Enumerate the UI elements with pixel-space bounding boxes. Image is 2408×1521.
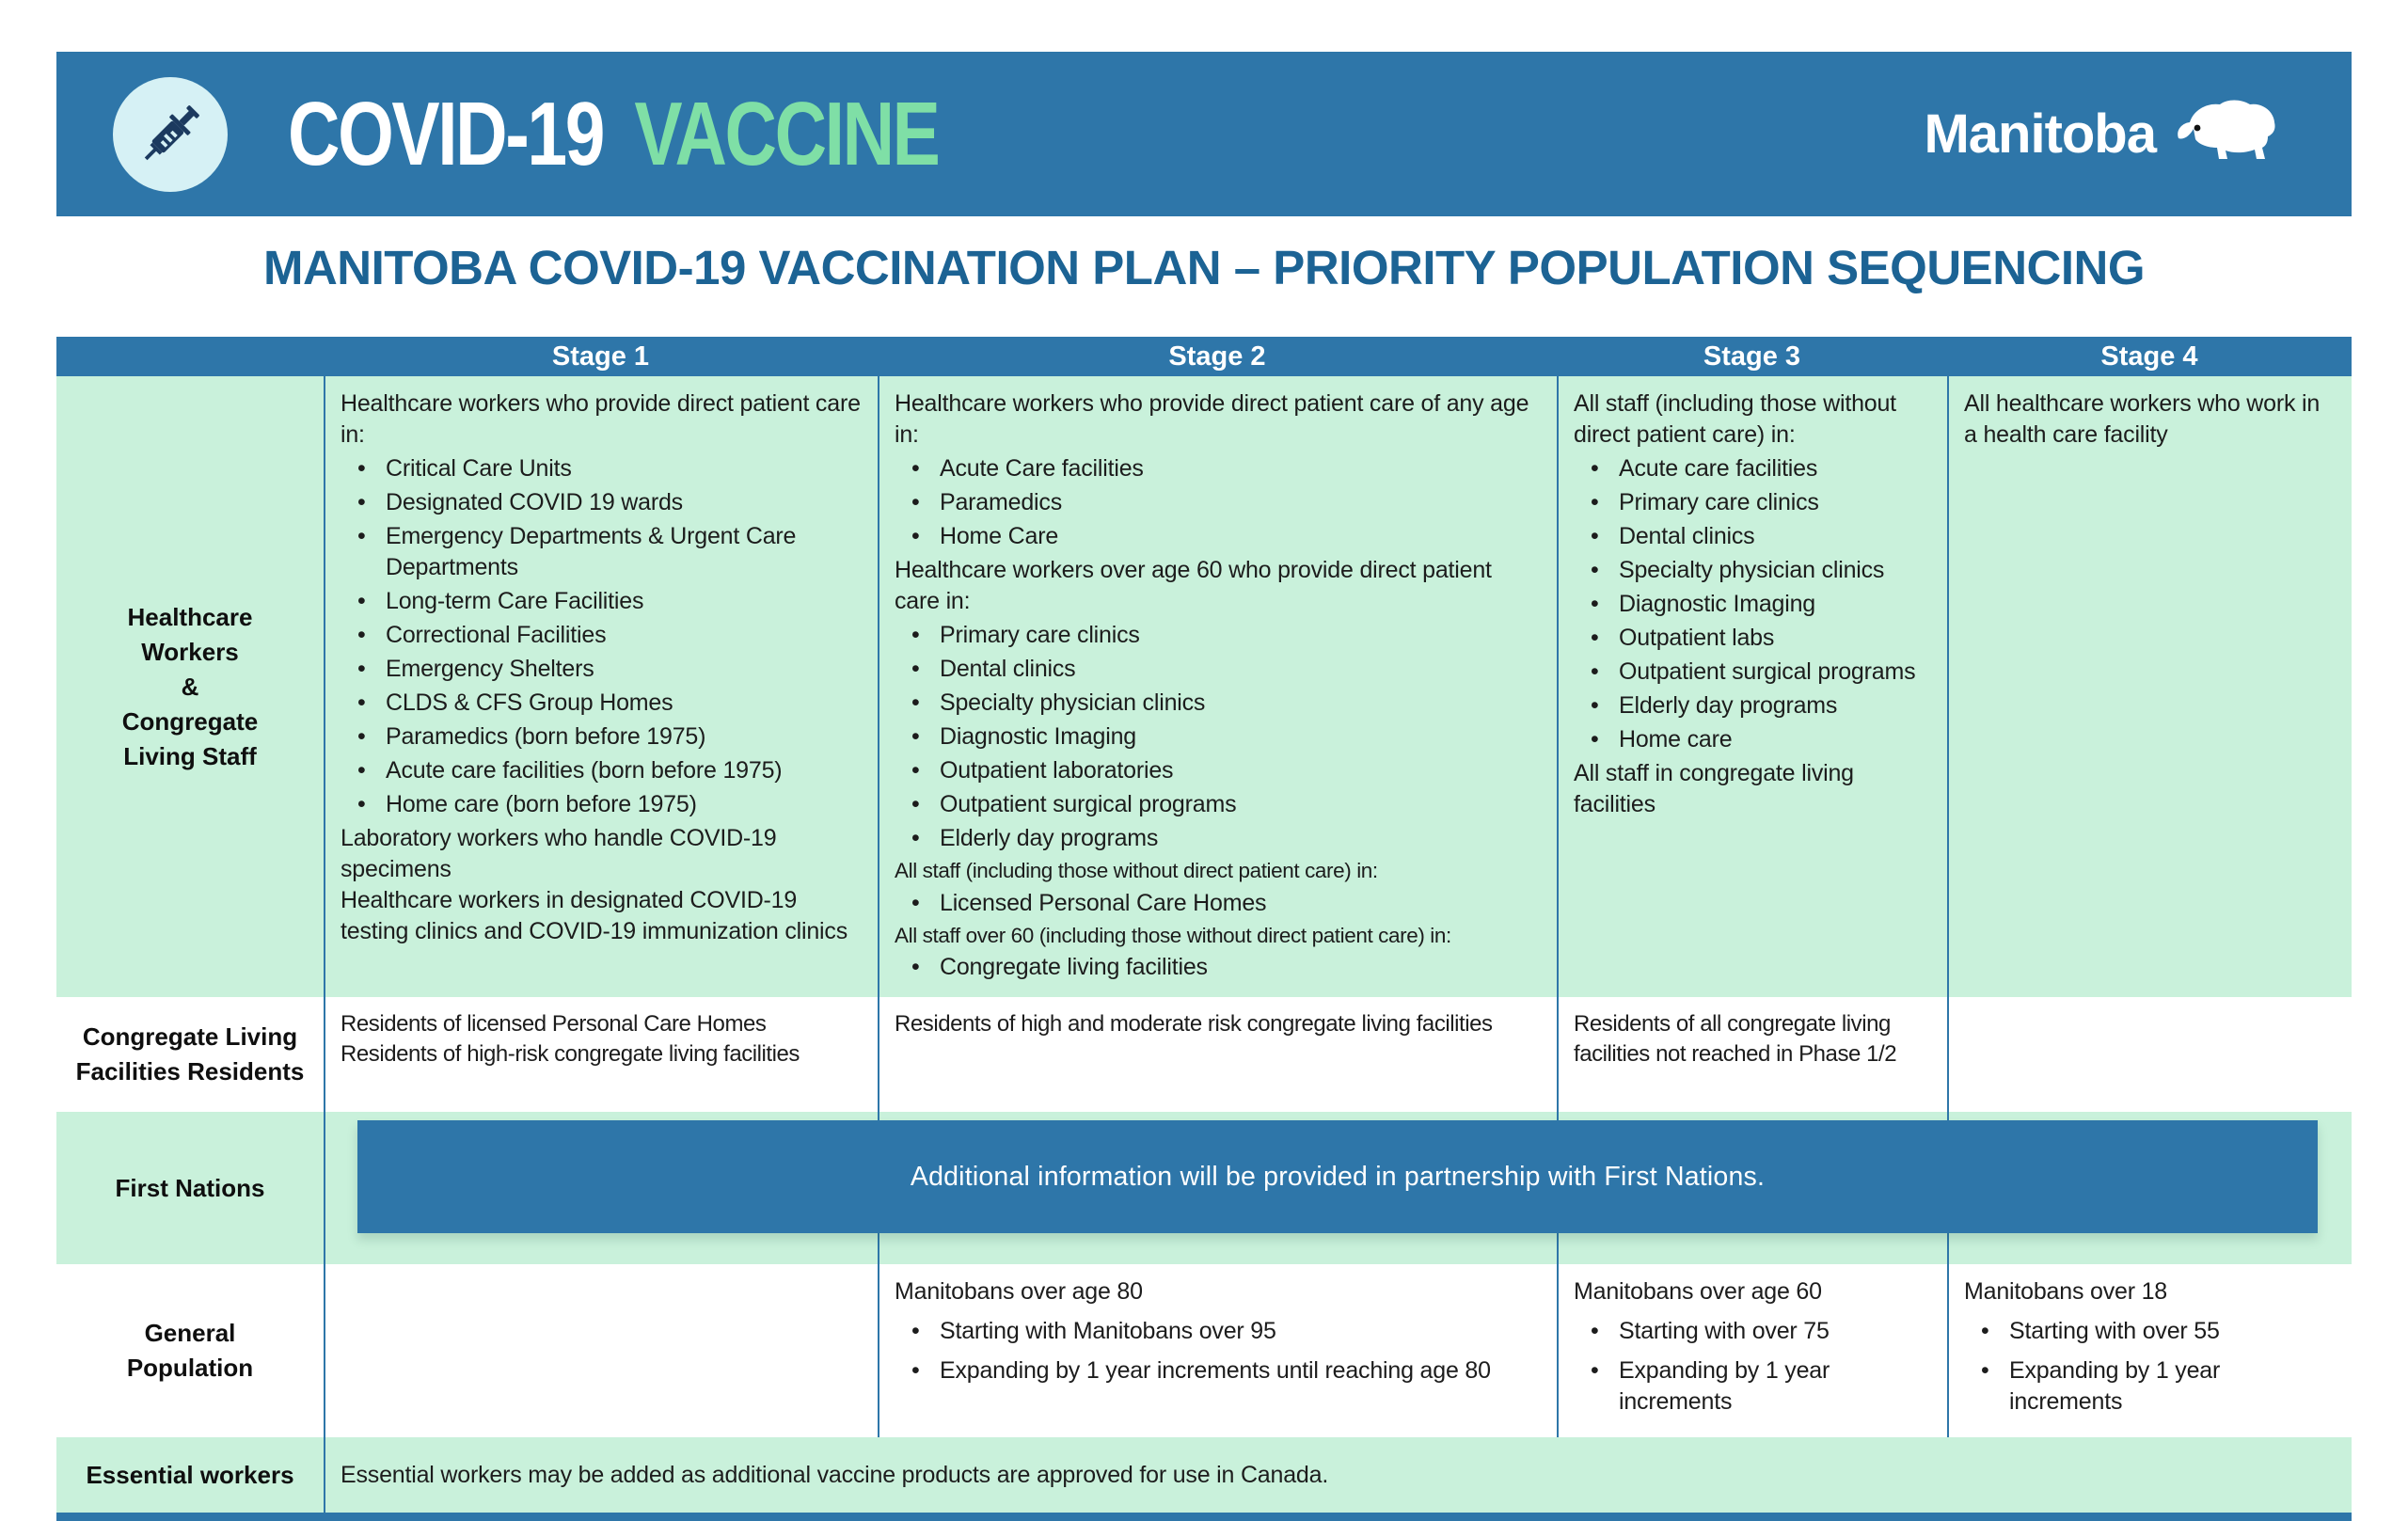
bullet-list xyxy=(341,453,861,820)
text-line: All healthcare workers who work in a health care facility xyxy=(1964,390,2321,448)
cell-general-stage2 xyxy=(878,1264,1557,1437)
label-line: Living Staff xyxy=(123,741,257,770)
text-line: Essential workers may be added as additional vaccine products are approved for use in Canada. xyxy=(341,1462,1329,1489)
table-header-row xyxy=(56,337,2352,376)
bullet-item: • Starting with Manitobans over 95 xyxy=(895,1316,1540,1347)
cell-healthcare-stage1 xyxy=(324,376,878,997)
bullet-item: • Diagnostic Imaging xyxy=(1574,589,1930,620)
bullet-item: • Dental clinics xyxy=(1574,521,1930,552)
text-line: Healthcare workers over age 60 who provide direct patient care in: xyxy=(895,557,1492,614)
text-line: Manitobans over age 80 xyxy=(895,1278,1143,1306)
table-row-general-population xyxy=(56,1264,2352,1437)
bullet-list xyxy=(895,453,1540,552)
bullet-item: • Home Care xyxy=(895,521,1540,552)
row-label-first-nations xyxy=(56,1112,324,1264)
bison-logo-icon xyxy=(2169,97,2286,172)
bullet-item: • Elderly day programs xyxy=(1574,690,1930,721)
label-line: Congregate xyxy=(121,706,259,736)
cell-healthcare-stage3 xyxy=(1557,376,1947,997)
table-row-first-nations xyxy=(56,1112,2352,1264)
bullet-item: • Paramedics (born before 1975) xyxy=(341,721,861,753)
bullet-item: • Congregate living facilities xyxy=(895,952,1540,983)
cell-general-stage4 xyxy=(1947,1264,2352,1437)
bullet-item: • Emergency Departments & Urgent Care Departments xyxy=(341,521,861,583)
label-line: Workers xyxy=(141,637,239,666)
bullet-list xyxy=(895,888,1540,919)
label-line: Population xyxy=(126,1354,254,1383)
bullet-item: • Home care (born before 1975) xyxy=(341,789,861,820)
stage-header-1: Stage 1 xyxy=(551,341,650,372)
text-line: Residents of all congregate living facilities not reached in Phase 1/2 xyxy=(1574,1011,1897,1068)
cell-general-stage1 xyxy=(324,1264,878,1437)
bullet-item: • Acute care facilities (born before 1975) xyxy=(341,755,861,786)
bullet-item: • Long-term Care Facilities xyxy=(341,586,861,617)
cell-residents-stage1 xyxy=(324,997,878,1112)
bullet-item: • Dental clinics xyxy=(895,654,1540,685)
stage-header-2: Stage 2 xyxy=(1168,341,1266,372)
bullet-item: • Home care xyxy=(1574,724,1930,755)
bullet-item: • Licensed Personal Care Homes xyxy=(895,888,1540,919)
table-row-congregate-residents xyxy=(56,997,2352,1112)
bullet-item: • Starting with over 55 xyxy=(1964,1316,2335,1347)
text-line: Residents of licensed Personal Care Homes xyxy=(341,1011,767,1038)
label-line: General xyxy=(144,1319,236,1348)
bullet-item: • Paramedics xyxy=(895,487,1540,518)
text-line: Healthcare workers who provide direct patient care in: xyxy=(341,390,861,448)
bullet-item: • Outpatient surgical programs xyxy=(1574,657,1930,688)
cell-residents-stage4 xyxy=(1947,997,2352,1112)
label-line: Facilities Residents xyxy=(75,1057,305,1086)
bullet-item: • Correctional Facilities xyxy=(341,620,861,651)
text-line: Laboratory workers who handle COVID-19 specimens xyxy=(341,825,777,882)
cell-healthcare-stage2 xyxy=(878,376,1557,997)
first-nations-banner-text: Additional information will be provided in partnership with First Nations. xyxy=(910,1161,1766,1192)
bullet-list xyxy=(1574,453,1930,755)
wordmark-covid: COVID-19 xyxy=(288,83,604,184)
bullet-item: • Outpatient labs xyxy=(1574,623,1930,654)
row-label-healthcare-workers xyxy=(56,376,324,997)
bullet-item: • CLDS & CFS Group Homes xyxy=(341,688,861,719)
text-line: Healthcare workers in designated COVID-19 testing clinics and COVID-19 immunization clinics xyxy=(341,887,848,944)
bullet-list xyxy=(1574,1316,1930,1418)
bullet-item: • Designated COVID 19 wards xyxy=(341,487,861,518)
table-row-essential-workers xyxy=(56,1437,2352,1513)
bullet-item: • Starting with over 75 xyxy=(1574,1316,1930,1347)
text-line: Residents of high and moderate risk congregate living facilities xyxy=(895,1011,1493,1038)
label-line: First Nations xyxy=(115,1173,265,1202)
text-line: All staff (including those without direct patient care) in: xyxy=(895,859,1378,882)
cell-residents-stage3 xyxy=(1557,997,1947,1112)
syringe-icon-circle xyxy=(113,77,228,192)
cell-healthcare-stage4 xyxy=(1947,376,2352,997)
bullet-list xyxy=(895,952,1540,983)
stage-header-3: Stage 3 xyxy=(1703,341,1801,372)
text-line: Healthcare workers who provide direct patient care of any age in: xyxy=(895,390,1529,448)
manitoba-logo-text: Manitoba xyxy=(1924,103,2156,165)
text-line: All staff over 60 (including those without direct patient care) in: xyxy=(895,923,1451,947)
row-label-essential-workers xyxy=(56,1437,324,1513)
row-label-general-population xyxy=(56,1264,324,1437)
bullet-item: • Acute care facilities xyxy=(1574,453,1930,484)
bullet-item: • Outpatient laboratories xyxy=(895,755,1540,786)
bullet-item: • Diagnostic Imaging xyxy=(895,721,1540,753)
bullet-item: • Acute Care facilities xyxy=(895,453,1540,484)
bullet-item: • Expanding by 1 year increments xyxy=(1574,1355,1930,1418)
bullet-item: • Expanding by 1 year increments xyxy=(1964,1355,2335,1418)
bullet-item: • Critical Care Units xyxy=(341,453,861,484)
label-line: Healthcare xyxy=(127,602,253,631)
label-line: Congregate Living xyxy=(82,1022,298,1052)
bullet-item: • Primary care clinics xyxy=(1574,487,1930,518)
table-row-healthcare-workers xyxy=(56,376,2352,997)
syringe-icon xyxy=(134,98,207,171)
first-nations-banner xyxy=(357,1120,2318,1233)
label-line: Essential workers xyxy=(86,1460,294,1489)
bullet-list xyxy=(1964,1316,2335,1418)
bullet-item: • Elderly day programs xyxy=(895,823,1540,854)
row-label-congregate-residents xyxy=(56,997,324,1112)
text-line: All staff in congregate living facilities xyxy=(1574,760,1854,817)
text-line: Manitobans over age 60 xyxy=(1574,1278,1822,1306)
bullet-item: • Expanding by 1 year increments until reaching age 80 xyxy=(895,1355,1540,1386)
covid-vaccine-wordmark xyxy=(288,83,939,186)
text-line: All staff (including those without direct patient care) in: xyxy=(1574,390,1896,448)
text-line: Residents of high-risk congregate living facilities xyxy=(341,1041,800,1068)
bullet-item: • Emergency Shelters xyxy=(341,654,861,685)
bullet-item: • Specialty physician clinics xyxy=(1574,555,1930,586)
stage-header-4: Stage 4 xyxy=(2100,341,2198,372)
bullet-list xyxy=(895,1316,1540,1386)
page-title: MANITOBA COVID-19 VACCINATION PLAN – PRIORITY POPULATION SEQUENCING xyxy=(262,241,2146,294)
manitoba-logo xyxy=(1924,97,2286,172)
bullet-item: • Specialty physician clinics xyxy=(895,688,1540,719)
bullet-list xyxy=(895,620,1540,854)
cell-essential-workers xyxy=(324,1437,2352,1513)
bullet-item: • Primary care clinics xyxy=(895,620,1540,651)
app-header xyxy=(56,52,2352,216)
text-line: Manitobans over 18 xyxy=(1964,1278,2167,1306)
label-line: & xyxy=(181,672,199,701)
priority-sequencing-table xyxy=(56,337,2352,1521)
bullet-item: • Outpatient surgical programs xyxy=(895,789,1540,820)
cell-general-stage3 xyxy=(1557,1264,1947,1437)
wordmark-vaccine: VACCINE xyxy=(634,83,939,184)
cell-residents-stage2 xyxy=(878,997,1557,1112)
